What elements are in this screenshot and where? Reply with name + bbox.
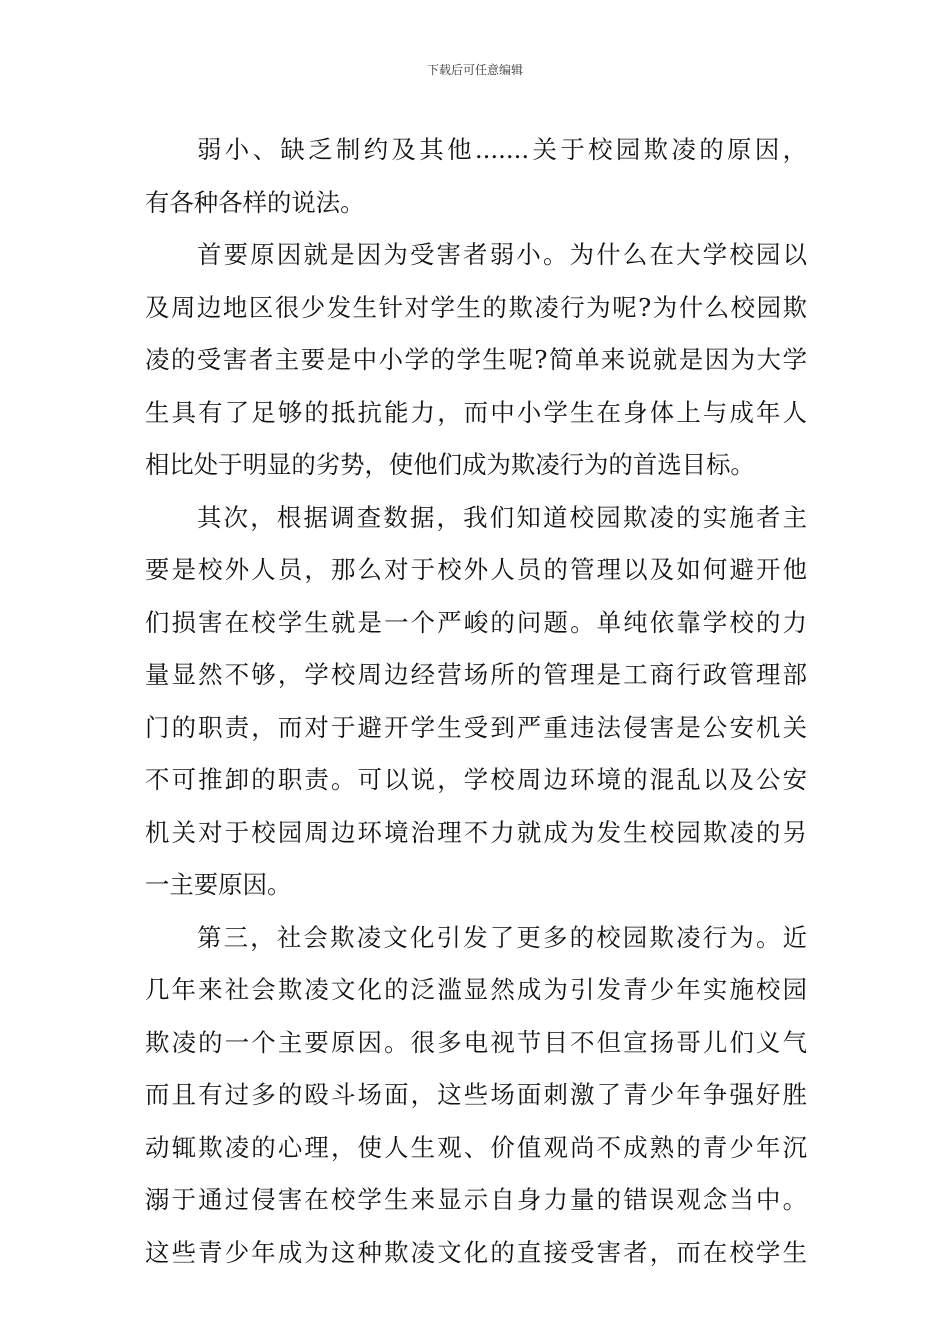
text-line: 们损害在校学生就是一个严峻的问题。单纯依靠学校的力 [145,607,807,637]
text-line: 弱小、缺乏制约及其他.......关于校园欺凌的原因， [197,135,807,164]
text-line: 第三，社会欺凌文化引发了更多的校园欺凌行为。近 [197,922,807,952]
text-line: 要是校外人员，那么对于校外人员的管理以及如何避开他 [145,555,807,584]
text-line: 门的职责，而对于避开学生受到严重违法侵害是公安机关 [145,712,807,742]
text-line: 不可推卸的职责。可以说，学校周边环境的混乱以及公安 [145,765,807,794]
text-line: 及周边地区很少发生针对学生的欺凌行为呢?为什么校园欺 [145,292,807,322]
text-line: 几年来社会欺凌文化的泛滥显然成为引发青少年实施校园 [145,975,807,1004]
text-line: 溺于通过侵害在校学生来显示自身力量的错误观念当中。 [145,1185,807,1214]
text-line: 这些青少年成为这种欺凌文化的直接受害者，而在校学生 [145,1237,807,1267]
text-line: 而且有过多的殴斗场面，这些场面刺激了青少年争强好胜 [145,1080,807,1109]
text-line: 首要原因就是因为受害者弱小。为什么在大学校园以 [197,240,807,269]
text-line: 相比处于明显的劣势，使他们成为欺凌行为的首选目标。 [145,450,755,479]
text-line: 一主要原因。 [145,870,292,899]
text-line: 机关对于校园周边环境治理不力就成为发生校园欺凌的另 [145,817,807,847]
page-header: 下载后可任意编辑 [426,63,523,77]
text-line: 凌的受害者主要是中小学的学生呢?简单来说就是因为大学 [145,345,807,374]
text-line: 欺凌的一个主要原因。很多电视节目不但宣扬哥儿们义气 [145,1027,807,1057]
text-line: 生具有了足够的抵抗能力，而中小学生在身体上与成年人 [145,397,807,427]
text-line: 动辄欺凌的心理，使人生观、价值观尚不成熟的青少年沉 [145,1132,807,1162]
text-line: 有各种各样的说法。 [145,187,365,217]
text-line: 其次，根据调查数据，我们知道校园欺凌的实施者主 [197,502,807,532]
text-line: 量显然不够，学校周边经营场所的管理是工商行政管理部 [145,660,807,689]
document-body [145,124,807,1279]
